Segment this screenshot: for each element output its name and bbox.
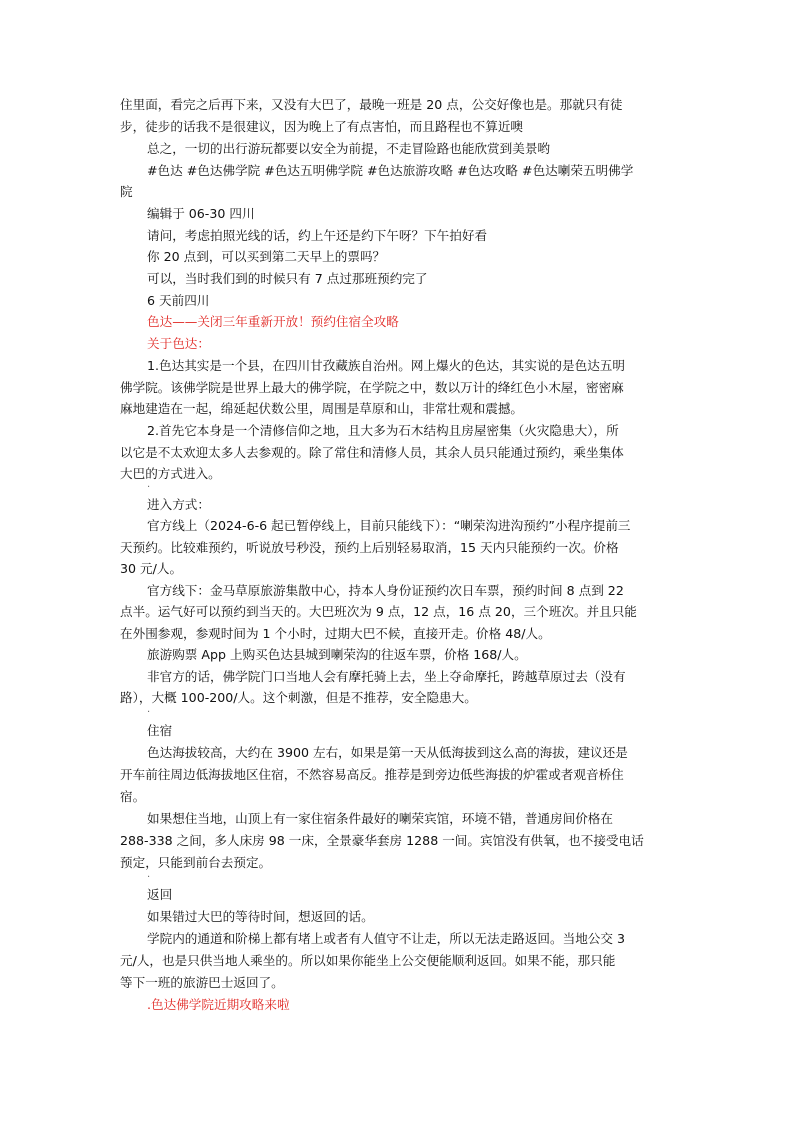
divider-dot: . (147, 869, 151, 880)
paragraph-line: 色达海拔较高，大约在 3900 左右，如果是第一天从低海拔到这么高的海拔，建议还是 (147, 745, 628, 760)
paragraph-line: 等下一班的旅游巴士返回了。 (120, 975, 284, 990)
paragraph-line: 以它是不太欢迎太多人去参观的。除了常住和清修人员，其余人员只能通过预约，乘坐集体 (120, 445, 624, 460)
paragraph-line: 2.首先它本身是一个清修信仰之地，且大多为石木结构且房屋密集（火灾隐患大），所 (147, 423, 619, 438)
paragraph-line: 路），大概 100-200/人。这个刺激，但是不推荐，安全隐患大。 (120, 690, 477, 705)
section-title: 色达——关闭三年重新开放！预约住宿全攻略 (147, 314, 399, 329)
paragraph-line: 官方线上（2024-6-6 起已暂停线上，目前只能线下）：“喇荣沟进沟预约”小程序提前三 (147, 518, 631, 533)
section-heading: 住宿 (147, 723, 173, 738)
hashtag-line: 院 (120, 184, 133, 199)
section-heading: 返回 (147, 887, 173, 902)
paragraph-line: 官方线下：金马草原旅游集散中心，持本人身份证预约次日车票，预约时间 8 点到 22 (147, 583, 624, 598)
paragraph-line: 宿。 (120, 789, 146, 804)
section-heading: 进入方式： (147, 497, 210, 512)
paragraph-line: 如果想住当地，山顶上有一家住宿条件最好的喇荣宾馆，环境不错，普通房间价格在 (147, 811, 613, 826)
paragraph-line: 大巴的方式进入。 (120, 466, 221, 481)
paragraph-line: 总之，一切的出行游玩都要以安全为前提，不走冒险路也能欣赏到美景哟 (147, 141, 550, 156)
divider-dot: . (147, 479, 151, 490)
hashtag-line: #色达 #色达佛学院 #色达五明佛学院 #色达旅游攻略 #色达攻略 #色达喇荣五明佛学 (147, 163, 634, 178)
comment-line: 你 20 点到，可以买到第二天早上的票吗？ (147, 249, 386, 264)
comment-line: 可以，当时我们到的时候只有 7 点过那班预约完了 (147, 271, 428, 286)
footer-link: .色达佛学院近期攻略来啦 (147, 997, 290, 1012)
paragraph-line: 如果错过大巴的等待时间，想返回的话。 (147, 909, 374, 924)
paragraph-line: 1.色达其实是一个县，在四川甘孜藏族自治州。网上爆火的色达，其实说的是色达五明 (147, 358, 625, 373)
paragraph-line: 元/人，也是只供当地人乘坐的。所以如果你能坐上公交便能顺利返回。如果不能，那只能 (120, 953, 616, 968)
divider-dot: . (147, 704, 151, 715)
paragraph-line: 麻地建造在一起，绵延起伏数公里，周围是草原和山，非常壮观和震撼。 (120, 401, 523, 416)
edit-info: 编辑于 06-30 四川 (147, 206, 255, 221)
paragraph-line: 预定，只能到前台去预定。 (120, 855, 272, 870)
paragraph-line: 旅游购票 App 上购买色达县城到喇荣沟的往返车票，价格 168/人。 (147, 647, 527, 662)
paragraph-line: 非官方的话，佛学院门口当地人会有摩托骑上去，坐上夺命摩托，跨越草原过去（没有 (147, 669, 626, 684)
paragraph-line: 点半。运气好可以预约到当天的。大巴班次为 9 点，12 点，16 点 20，三个班次。并且只能 (120, 604, 637, 619)
paragraph-line: 开车前往周边低海拔地区住宿，不然容易高反。推荐是到旁边低些海拔的炉霍或者观音桥住 (120, 767, 624, 782)
paragraph-line: 天预约。比较难预约，听说放号秒没，预约上后别轻易取消，15 天内只能预约一次。价格 (120, 540, 619, 555)
paragraph-line: 住里面，看完之后再下来，又没有大巴了，最晚一班是 20 点，公交好像也是。那就只有徒 (120, 97, 623, 112)
paragraph-line: 30 元/人。 (120, 561, 183, 576)
paragraph-line: 288-338 之间，多人床房 98 一床，全景豪华套房 1288 一间。宾馆没有供氧，也不接受电话 (120, 833, 644, 848)
paragraph-line: 佛学院。该佛学院是世界上最大的佛学院，在学院之中，数以万计的绛红色小木屋，密密麻 (120, 380, 624, 395)
paragraph-line: 在外围参观，参观时间为 1 个小时，过期大巴不候，直接开走。价格 48/人。 (120, 626, 551, 641)
paragraph-line: 学院内的通道和阶梯上都有堵上或者有人值守不让走，所以无法走路返回。当地公交 3 (147, 931, 625, 946)
comment-time: 6 天前四川 (147, 293, 210, 308)
comment-line: 请问，考虑拍照光线的话，约上午还是约下午呀？下午拍好看 (147, 228, 488, 243)
paragraph-line: 步，徒步的话我不是很建议，因为晚上了有点害怕，而且路程也不算近噢 (120, 119, 523, 134)
section-heading: 关于色达： (147, 336, 210, 351)
